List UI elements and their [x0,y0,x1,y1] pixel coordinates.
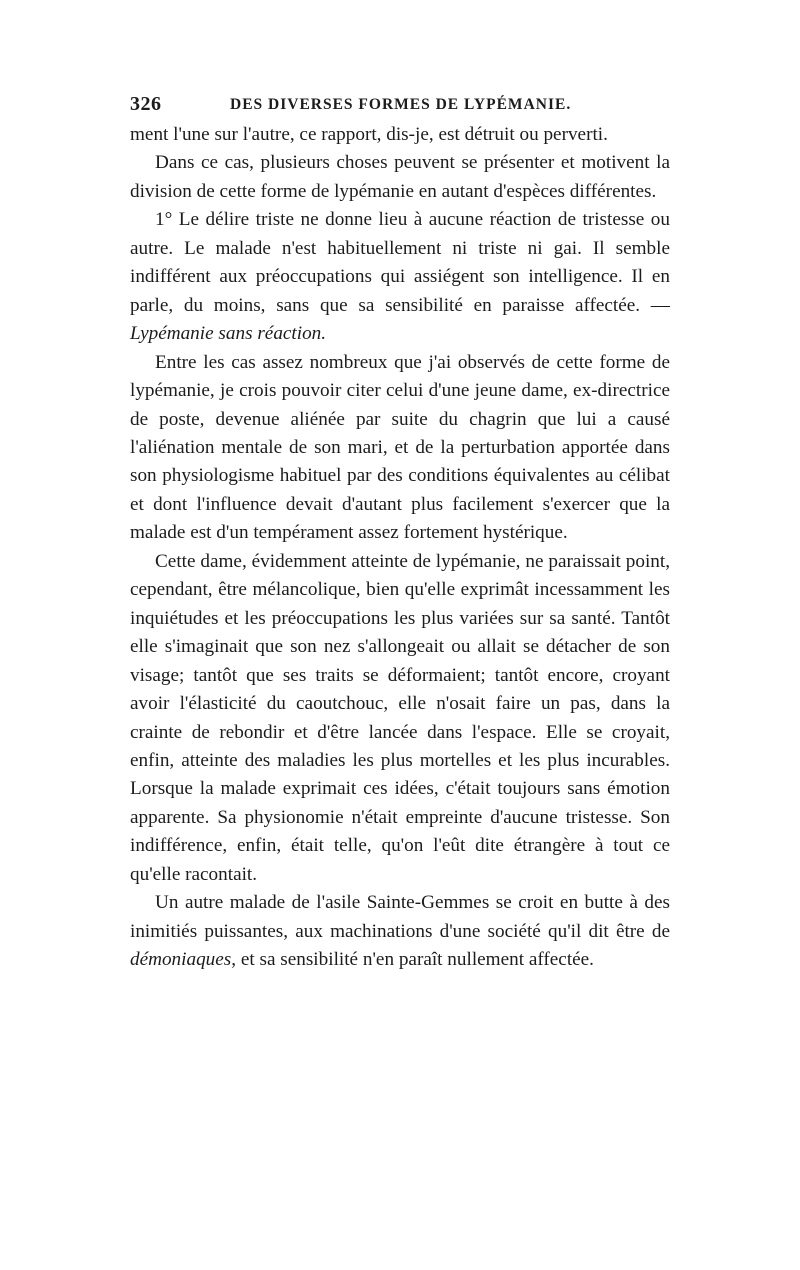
paragraph-4: Entre les cas assez nombreux que j'ai observés de cette forme de lypémanie, je crois pouvoir citer celui d'une jeune dame, ex-directrice de poste, devenue aliénée par suite du chagrin que lui a causé l'aliénation mentale de son mari, et de la perturbation apportée dans son physiologisme habituel par des conditions équivalentes au célibat et dont l'influence devait d'autant plus facilement s'exercer que la malade est d'un tempérament assez fortement hystérique. [130,351,670,544]
paragraph-6 [130,889,670,974]
page-header [130,93,670,121]
page-number: 326 [130,93,162,115]
paragraph-6-italic: démoniaques [130,949,232,971]
paragraph-5: Cette dame, évidemment atteinte de lypémanie, ne paraissait point, cependant, être mélancolique, bien qu'elle exprimât incessamment les inquiétudes et les préoccupations les plus variées sur sa santé. Tantôt elle s'imaginait que son nez s'allongeait ou allait se détacher de son visage; tantôt que ses traits se déformaient; tantôt encore, croyant avoir l'élasticité du caoutchouc, elle n'osait faire un pas, dans la crainte de rebondir et d'être lancée dans l'espace. Elle se croyait, enfin, atteinte des maladies les plus mortelles et les plus incurables. Lorsque la malade exprimait ces idées, c'était toujours sans émotion apparente. Sa physionomie n'était empreinte d'aucune tristesse. Son indifférence, enfin, était telle, qu'on l'eût dite étrangère à tout ce qu'elle racontait. [130,550,670,885]
running-title: DES DIVERSES FORMES DE LYPÉMANIE. [230,96,572,113]
paragraph-6-before: Un autre malade de l'asile Sainte-Gemmes se croit en butte à des inimitiés puissantes, aux machinations d'une société qu'il dit être de [130,892,670,942]
paragraph-continuation: ment l'une sur l'autre, ce rapport, dis-je, est détruit ou perverti. [130,124,608,145]
paragraph-6-after: , et sa sensibilité n'en paraît nullement affectée. [231,949,594,971]
paragraph-3-italic: Lypémanie sans réaction. [130,323,327,345]
paragraph-3 [130,206,670,348]
body-text [130,121,670,975]
paragraph-3-text: 1° Le délire triste ne donne lieu à aucune réaction de tristesse ou autre. Le malade n'est habituellement ni triste ni gai. Il semble indifférent aux préoccupations qui assiégent son intelligence. Il en parle, du moins, sans que sa sensibilité en paraisse affectée. — [130,209,670,316]
paragraph-2: Dans ce cas, plusieurs choses peuvent se présenter et motivent la division de cette forme de lypémanie en autant d'espèces différentes. [130,152,670,202]
